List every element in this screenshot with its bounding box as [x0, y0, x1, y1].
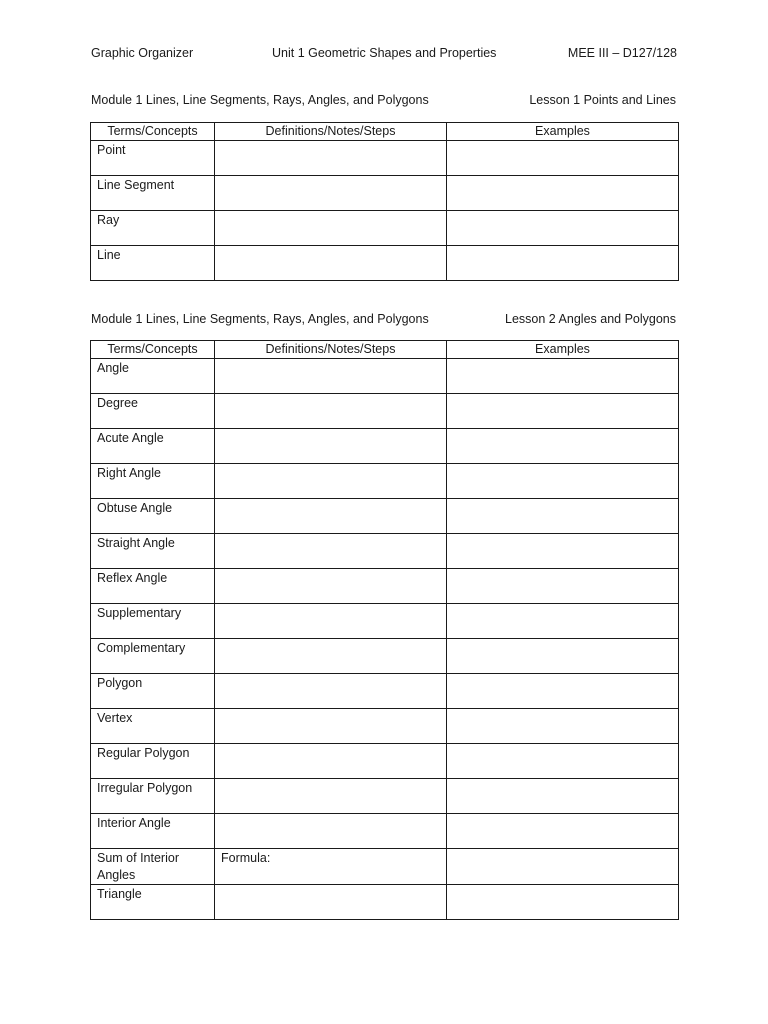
table-row	[91, 885, 679, 920]
table-row	[91, 849, 679, 885]
lesson2-organizer-table	[90, 340, 679, 920]
table-header-row	[91, 123, 679, 141]
examples-cell[interactable]	[447, 639, 679, 674]
examples-cell-text	[447, 429, 678, 430]
examples-cell-text	[447, 394, 678, 395]
notes-cell[interactable]	[215, 744, 447, 779]
notes-cell[interactable]	[215, 604, 447, 639]
term-cell	[91, 499, 215, 534]
section1-heading	[91, 93, 676, 111]
term-cell-text: Triangle	[97, 887, 142, 901]
examples-cell-text	[447, 639, 678, 640]
notes-cell[interactable]	[215, 246, 447, 281]
examples-cell[interactable]	[447, 779, 679, 814]
table-row	[91, 464, 679, 499]
examples-cell-text	[447, 814, 678, 815]
notes-cell-text	[215, 744, 446, 745]
table-row	[91, 674, 679, 709]
term-cell	[91, 814, 215, 849]
examples-cell-text	[447, 176, 678, 177]
term-cell-text: Straight Angle	[97, 536, 175, 550]
examples-cell-text	[447, 211, 678, 212]
notes-cell[interactable]	[215, 709, 447, 744]
term-cell-text: Angle	[97, 361, 129, 375]
term-cell-text: Obtuse Angle	[97, 501, 173, 515]
examples-cell-text	[447, 674, 678, 675]
notes-cell-text	[215, 885, 446, 886]
examples-cell[interactable]	[447, 176, 679, 211]
column-header-definitions: Definitions/Notes/Steps	[215, 123, 447, 141]
notes-cell-text	[215, 429, 446, 430]
table-row	[91, 604, 679, 639]
examples-cell[interactable]	[447, 744, 679, 779]
notes-cell-text	[215, 709, 446, 710]
table-row	[91, 499, 679, 534]
notes-cell-text	[215, 141, 446, 142]
term-cell	[91, 534, 215, 569]
term-cell	[91, 176, 215, 211]
section2-module-title: Module 1 Lines, Line Segments, Rays, Angles, and Polygons	[91, 312, 429, 326]
term-cell-text: Point	[97, 143, 126, 157]
section2-heading	[91, 312, 676, 330]
term-cell-text: Sum of Interior Angles	[97, 851, 179, 882]
section1-lesson-title: Lesson 1 Points and Lines	[529, 93, 676, 107]
examples-cell[interactable]	[447, 141, 679, 176]
examples-cell-text	[447, 464, 678, 465]
notes-cell-text	[215, 394, 446, 395]
page-header	[91, 46, 677, 64]
notes-cell[interactable]	[215, 359, 447, 394]
examples-cell[interactable]	[447, 429, 679, 464]
notes-cell[interactable]	[215, 674, 447, 709]
term-cell	[91, 211, 215, 246]
term-cell-text: Acute Angle	[97, 431, 164, 445]
table-row	[91, 176, 679, 211]
term-cell	[91, 569, 215, 604]
examples-cell[interactable]	[447, 464, 679, 499]
column-header-examples: Examples	[447, 341, 679, 359]
term-cell-text: Polygon	[97, 676, 143, 690]
notes-cell-text	[215, 674, 446, 675]
examples-cell-text	[447, 359, 678, 360]
notes-cell[interactable]	[215, 534, 447, 569]
table-row	[91, 141, 679, 176]
table-row	[91, 569, 679, 604]
notes-cell-text	[215, 534, 446, 535]
term-cell-text: Degree	[97, 396, 138, 410]
notes-cell-text	[215, 359, 446, 360]
term-cell-text: Supplementary	[97, 606, 182, 620]
examples-cell-text	[447, 779, 678, 780]
examples-cell[interactable]	[447, 604, 679, 639]
course-code: MEE III – D127/128	[567, 46, 677, 60]
term-cell	[91, 604, 215, 639]
notes-cell-text	[215, 779, 446, 780]
term-cell-text: Irregular Polygon	[97, 781, 193, 795]
examples-cell-text	[447, 499, 678, 500]
term-cell	[91, 885, 215, 920]
term-cell	[91, 464, 215, 499]
examples-cell[interactable]	[447, 359, 679, 394]
notes-cell[interactable]	[215, 429, 447, 464]
examples-cell-text	[447, 569, 678, 570]
examples-cell-text	[447, 141, 678, 142]
term-cell	[91, 246, 215, 281]
term-cell-text: Ray	[97, 213, 120, 227]
term-cell-text: Vertex	[97, 711, 133, 725]
examples-cell[interactable]	[447, 709, 679, 744]
examples-cell-text	[447, 534, 678, 535]
examples-cell-text	[447, 709, 678, 710]
notes-cell[interactable]	[215, 569, 447, 604]
table-row	[91, 779, 679, 814]
notes-cell[interactable]	[215, 464, 447, 499]
term-cell	[91, 849, 215, 885]
examples-cell[interactable]	[447, 499, 679, 534]
notes-cell[interactable]	[215, 176, 447, 211]
term-cell	[91, 141, 215, 176]
notes-cell-text	[215, 604, 446, 605]
table-header-row	[91, 341, 679, 359]
document-type-label: Graphic Organizer	[91, 46, 194, 60]
section1-module-title: Module 1 Lines, Line Segments, Rays, Angles, and Polygons	[91, 93, 429, 107]
term-cell	[91, 639, 215, 674]
table-row	[91, 246, 679, 281]
notes-cell-text	[215, 569, 446, 570]
examples-cell[interactable]	[447, 674, 679, 709]
notes-cell-text	[215, 814, 446, 815]
notes-cell[interactable]	[215, 211, 447, 246]
unit-title: Unit 1 Geometric Shapes and Properties	[272, 46, 497, 60]
table-row	[91, 394, 679, 429]
column-header-examples: Examples	[447, 123, 679, 141]
notes-cell[interactable]	[215, 141, 447, 176]
term-cell-text: Reflex Angle	[97, 571, 168, 585]
table-row	[91, 709, 679, 744]
notes-cell-text	[215, 464, 446, 465]
section2-lesson-title: Lesson 2 Angles and Polygons	[505, 312, 676, 326]
notes-cell[interactable]	[215, 639, 447, 674]
column-header-terms: Terms/Concepts	[91, 123, 215, 141]
notes-cell[interactable]	[215, 394, 447, 429]
notes-cell[interactable]	[215, 779, 447, 814]
examples-cell-text	[447, 849, 678, 850]
notes-cell[interactable]	[215, 499, 447, 534]
examples-cell[interactable]	[447, 849, 679, 885]
table-row	[91, 744, 679, 779]
term-cell	[91, 709, 215, 744]
examples-cell-text	[447, 885, 678, 886]
term-cell	[91, 744, 215, 779]
term-cell-text: Line	[97, 248, 121, 262]
examples-cell[interactable]	[447, 246, 679, 281]
table-row	[91, 211, 679, 246]
examples-cell[interactable]	[447, 569, 679, 604]
notes-cell-text: Formula:	[221, 851, 271, 865]
examples-cell-text	[447, 604, 678, 605]
notes-cell[interactable]	[215, 814, 447, 849]
term-cell	[91, 394, 215, 429]
examples-cell[interactable]	[447, 534, 679, 569]
table-row	[91, 429, 679, 464]
term-cell-text: Interior Angle	[97, 816, 171, 830]
examples-cell-text	[447, 246, 678, 247]
lesson1-organizer-table	[90, 122, 679, 281]
notes-cell-text	[215, 499, 446, 500]
notes-cell-text	[215, 246, 446, 247]
table-row	[91, 534, 679, 569]
notes-cell[interactable]	[215, 885, 447, 920]
term-cell-text: Line Segment	[97, 178, 175, 192]
term-cell-text: Complementary	[97, 641, 186, 655]
examples-cell[interactable]	[447, 814, 679, 849]
column-header-definitions: Definitions/Notes/Steps	[215, 341, 447, 359]
examples-cell-text	[447, 744, 678, 745]
table-row	[91, 359, 679, 394]
examples-cell[interactable]	[447, 394, 679, 429]
notes-cell[interactable]	[215, 849, 447, 885]
column-header-terms: Terms/Concepts	[91, 341, 215, 359]
notes-cell-text	[215, 639, 446, 640]
term-cell-text: Regular Polygon	[97, 746, 190, 760]
examples-cell[interactable]	[447, 885, 679, 920]
notes-cell-text	[215, 211, 446, 212]
term-cell	[91, 779, 215, 814]
notes-cell-text	[215, 176, 446, 177]
examples-cell[interactable]	[447, 211, 679, 246]
table-row	[91, 639, 679, 674]
term-cell-text: Right Angle	[97, 466, 161, 480]
term-cell	[91, 429, 215, 464]
term-cell	[91, 674, 215, 709]
table-row	[91, 814, 679, 849]
term-cell	[91, 359, 215, 394]
